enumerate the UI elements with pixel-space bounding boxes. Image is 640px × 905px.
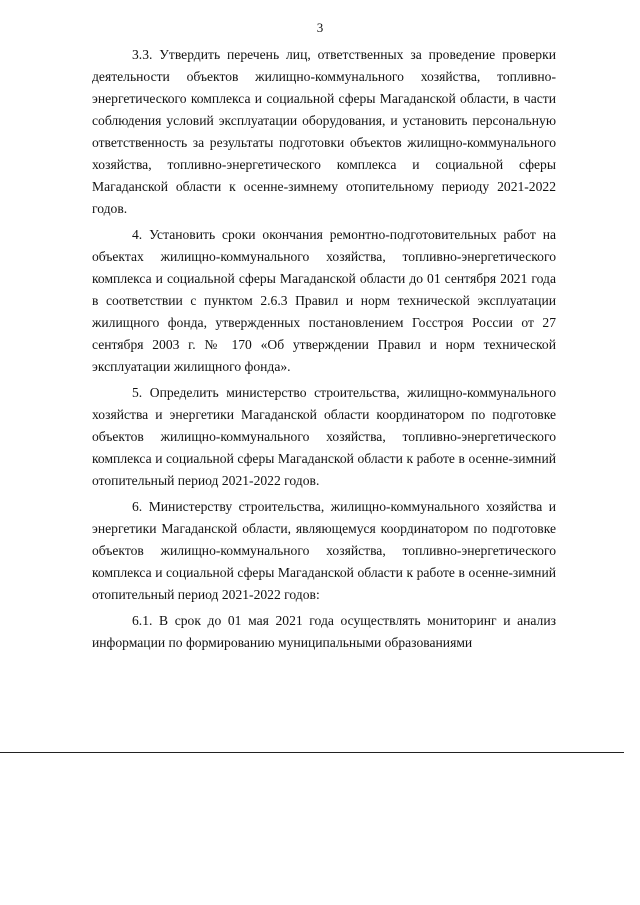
paragraph-3-3: 3.3. Утвердить перечень лиц, ответственных за проведение проверки деятельности объектов жилищно-коммунального хозяйства, топливно-энергетического комплекса и социальной сферы Магаданской области, в части соблюдения условий эксплуатации оборудования, и установить персональную ответственность за результаты подготовки объектов жилищно-коммунального хозяйства, топливно-энергетического комплекса и социальной сферы Магаданской области к осенне-зимнему отопительному периоду 2021-2022 годов. — [92, 47, 556, 216]
page-number: 3 — [316, 20, 324, 35]
paragraph-4: 4. Установить сроки окончания ремонтно-подготовительных работ на объектах жилищно-коммунального хозяйства, топливно-энергетического комплекса и социальной сферы Магаданской области до 01 сентября 2021 года в соответствии с пунктом 2.6.3 Правил и норм технической эксплуатации жилищного фонда, утвержденных постановлением Госстроя России от 27 сентября 2003 г. № 170 «Об утверждении Правил и норм технической эксплуатации жилищного фонда». — [92, 227, 556, 374]
page-divider — [0, 752, 624, 753]
paragraph-5: 5. Определить министерство строительства, жилищно-коммунального хозяйства и энергетики Магаданской области координатором по подготовке объектов жилищно-коммунального хозяйства, топливно-энергетического комплекса и социальной сферы Магаданской области к работе в осенне-зимний отопительный период 2021-2022 годов. — [92, 385, 556, 488]
paragraph-6: 6. Министерству строительства, жилищно-коммунального хозяйства и энергетики Магаданской области, являющемуся координатором по подготовке объектов жилищно-коммунального хозяйства, топливно-энергетического комплекса и социальной сферы Магаданской области к работе в осенне-зимний отопительный период 2021-2022 годов: — [92, 499, 556, 602]
paragraph-6-1: 6.1. В срок до 01 мая 2021 года осуществлять мониторинг и анализ информации по формированию муниципальными образованиями — [92, 613, 556, 650]
document-body — [92, 44, 556, 658]
